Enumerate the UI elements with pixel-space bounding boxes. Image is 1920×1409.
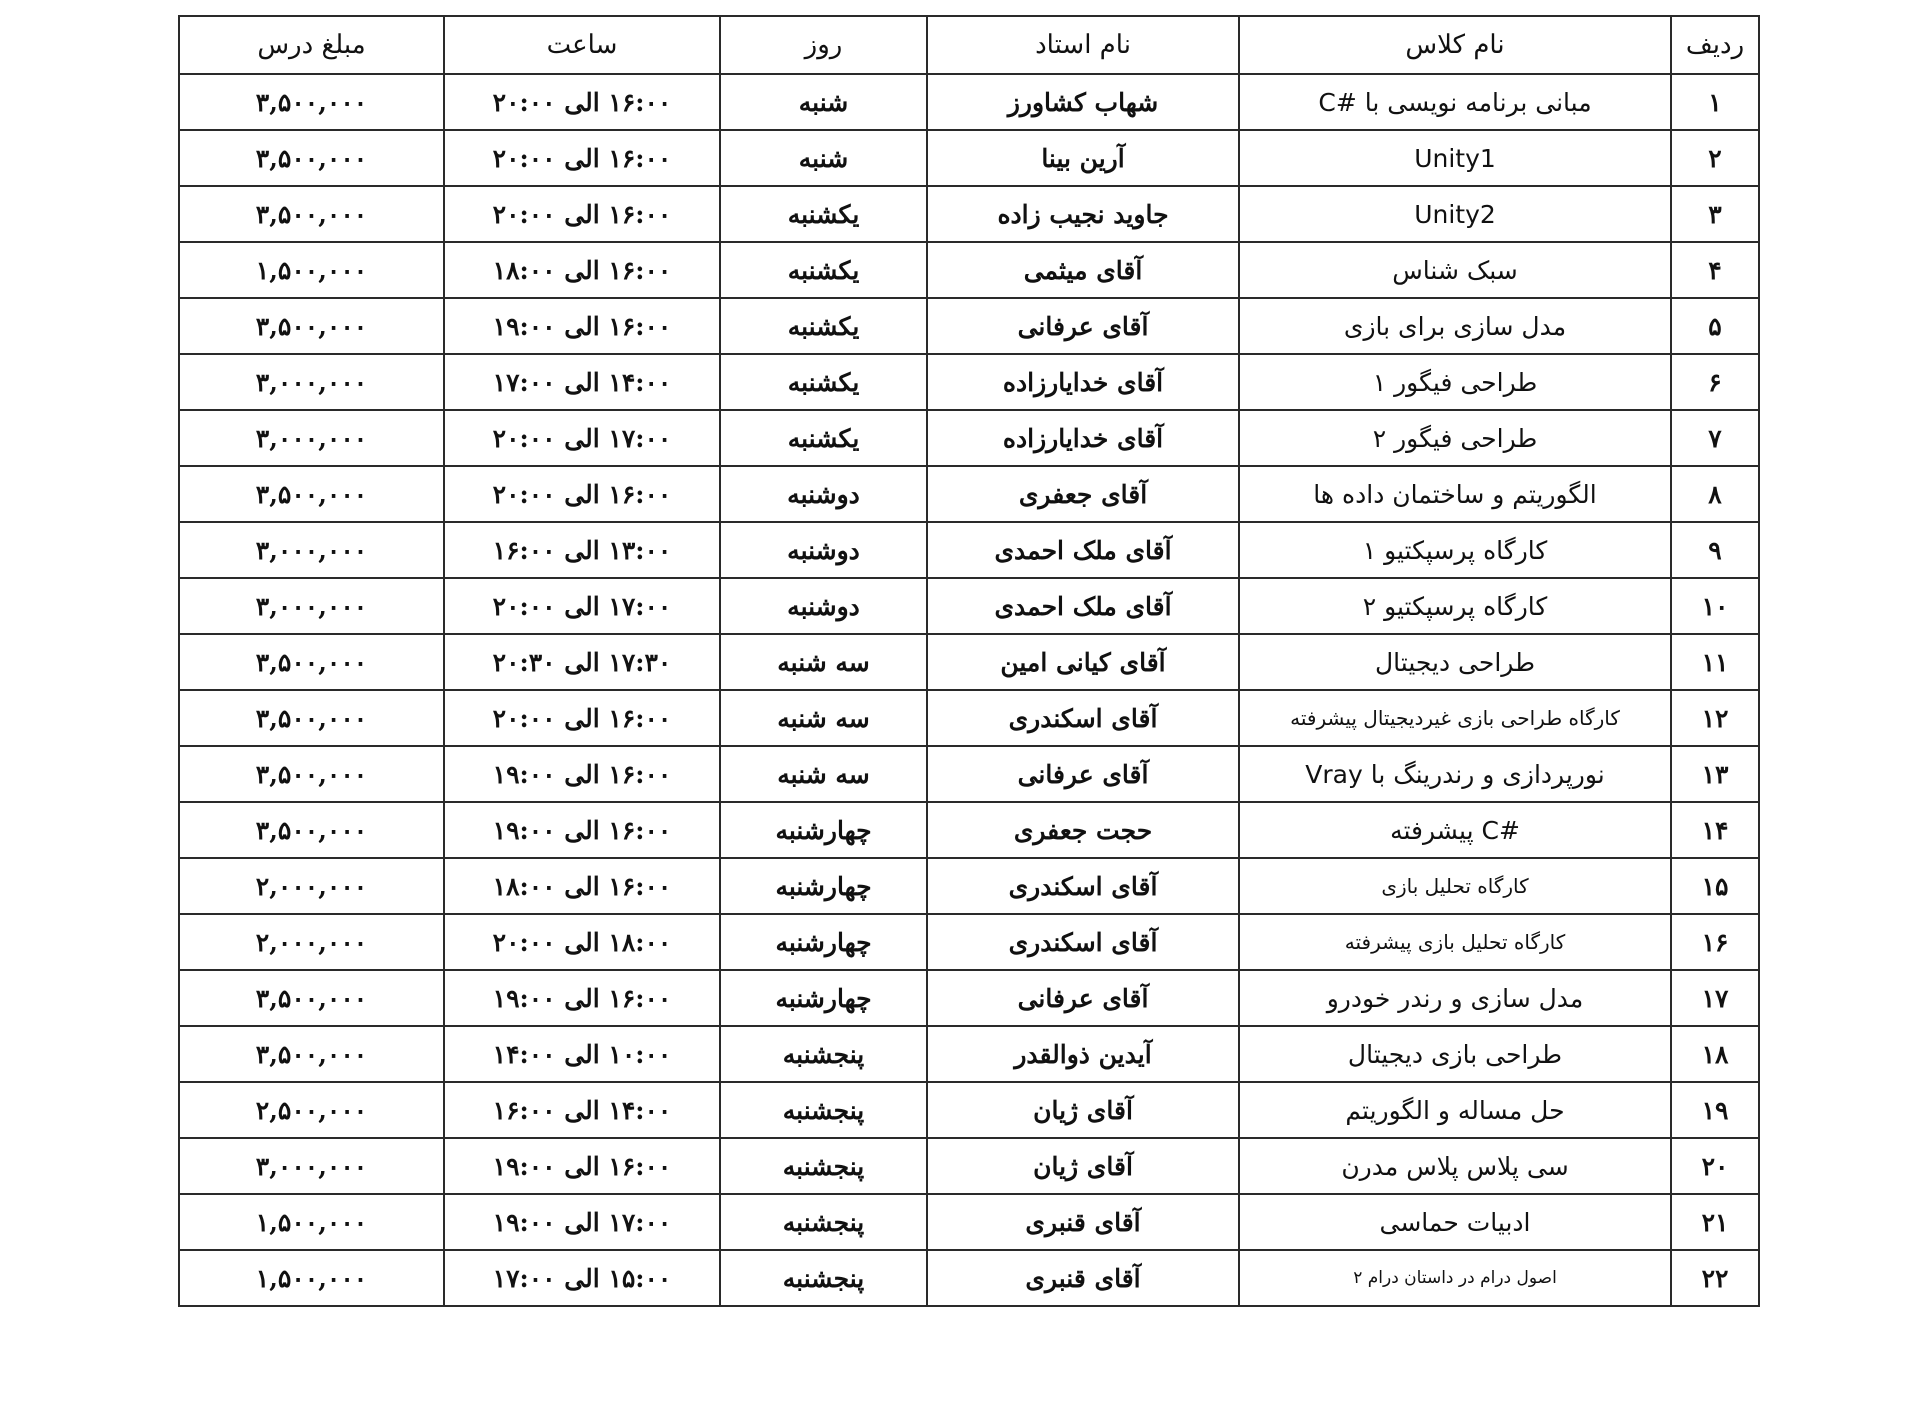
teacher-name-cell: آقای ملک احمدی (927, 522, 1239, 578)
row-number-cell: ۵ (1671, 298, 1759, 354)
time-cell: ۱۶:۰۰ الی ۱۹:۰۰ (444, 802, 720, 858)
class-name-cell: سی پلاس پلاس مدرن (1239, 1138, 1671, 1194)
teacher-name-cell: آقای عرفانی (927, 746, 1239, 802)
teacher-name-cell: آقای خدایارزاده (927, 354, 1239, 410)
teacher-name-cell: آقای خدایارزاده (927, 410, 1239, 466)
class-name-cell: Unity2 (1239, 186, 1671, 242)
time-cell: ۱۷:۰۰ الی ۲۰:۰۰ (444, 410, 720, 466)
day-cell: شنبه (720, 130, 927, 186)
fee-cell: ۱,۵۰۰,۰۰۰ (179, 1194, 444, 1250)
time-cell: ۱۶:۰۰ الی ۱۹:۰۰ (444, 298, 720, 354)
table-row (179, 970, 1759, 1026)
time-cell: ۱۶:۰۰ الی ۱۸:۰۰ (444, 858, 720, 914)
fee-cell: ۳,۵۰۰,۰۰۰ (179, 970, 444, 1026)
row-number-cell: ۱ (1671, 74, 1759, 130)
table-body (179, 74, 1759, 1306)
time-cell: ۱۶:۰۰ الی ۱۹:۰۰ (444, 746, 720, 802)
table-row (179, 690, 1759, 746)
day-cell: شنبه (720, 74, 927, 130)
table-header-row (179, 16, 1759, 74)
time-cell: ۱۶:۰۰ الی ۲۰:۰۰ (444, 74, 720, 130)
day-cell: یکشنبه (720, 242, 927, 298)
table-row (179, 354, 1759, 410)
day-cell: چهارشنبه (720, 970, 927, 1026)
table-row (179, 1194, 1759, 1250)
table-row (179, 634, 1759, 690)
teacher-name-cell: حجت جعفری (927, 802, 1239, 858)
teacher-name-cell: آیدین ذوالقدر (927, 1026, 1239, 1082)
fee-cell: ۳,۰۰۰,۰۰۰ (179, 578, 444, 634)
fee-cell: ۱,۵۰۰,۰۰۰ (179, 1250, 444, 1306)
day-cell: پنجشنبه (720, 1082, 927, 1138)
table-row (179, 802, 1759, 858)
fee-cell: ۳,۵۰۰,۰۰۰ (179, 130, 444, 186)
table-row (179, 522, 1759, 578)
fee-cell: ۳,۵۰۰,۰۰۰ (179, 298, 444, 354)
class-name-cell: الگوریتم و ساختمان داده ها (1239, 466, 1671, 522)
row-number-cell: ۲ (1671, 130, 1759, 186)
table-row (179, 1138, 1759, 1194)
class-name-cell: ادبیات حماسی (1239, 1194, 1671, 1250)
row-number-cell: ۱۸ (1671, 1026, 1759, 1082)
fee-cell: ۳,۰۰۰,۰۰۰ (179, 410, 444, 466)
class-name-cell: کارگاه تحلیل بازی پیشرفته (1239, 914, 1671, 970)
teacher-name-cell: آقای ملک احمدی (927, 578, 1239, 634)
class-schedule-table (178, 15, 1760, 1307)
row-number-cell: ۱۳ (1671, 746, 1759, 802)
class-name-cell: اصول درام در داستان درام ۲ (1239, 1250, 1671, 1306)
fee-cell: ۳,۵۰۰,۰۰۰ (179, 802, 444, 858)
class-name-cell: کارگاه پرسپکتیو ۱ (1239, 522, 1671, 578)
fee-cell: ۱,۵۰۰,۰۰۰ (179, 242, 444, 298)
day-cell: دوشنبه (720, 522, 927, 578)
fee-cell: ۳,۵۰۰,۰۰۰ (179, 74, 444, 130)
teacher-name-cell: آقای اسکندری (927, 914, 1239, 970)
time-cell: ۱۶:۰۰ الی ۲۰:۰۰ (444, 130, 720, 186)
table-row (179, 242, 1759, 298)
time-cell: ۱۷:۳۰ الی ۲۰:۳۰ (444, 634, 720, 690)
day-cell: سه شنبه (720, 746, 927, 802)
fee-cell: ۳,۵۰۰,۰۰۰ (179, 1026, 444, 1082)
header-teacher-name: نام استاد (927, 16, 1239, 74)
table-row (179, 466, 1759, 522)
time-cell: ۱۶:۰۰ الی ۱۹:۰۰ (444, 970, 720, 1026)
header-time: ساعت (444, 16, 720, 74)
table-row (179, 186, 1759, 242)
row-number-cell: ۱۷ (1671, 970, 1759, 1026)
class-name-cell: مدل سازی برای بازی (1239, 298, 1671, 354)
table-row (179, 1250, 1759, 1306)
class-name-cell: طراحی فیگور ۱ (1239, 354, 1671, 410)
row-number-cell: ۲۰ (1671, 1138, 1759, 1194)
class-name-cell: طراحی بازی دیجیتال (1239, 1026, 1671, 1082)
table-row (179, 914, 1759, 970)
table-row (179, 578, 1759, 634)
teacher-name-cell: آقای اسکندری (927, 690, 1239, 746)
day-cell: دوشنبه (720, 578, 927, 634)
row-number-cell: ۶ (1671, 354, 1759, 410)
class-name-cell: کارگاه پرسپکتیو ۲ (1239, 578, 1671, 634)
header-row-number: ردیف (1671, 16, 1759, 74)
class-name-cell: کارگاه طراحی بازی غیردیجیتال پیشرفته (1239, 690, 1671, 746)
row-number-cell: ۲۱ (1671, 1194, 1759, 1250)
row-number-cell: ۱۲ (1671, 690, 1759, 746)
class-name-cell: حل مساله و الگوریتم (1239, 1082, 1671, 1138)
day-cell: دوشنبه (720, 466, 927, 522)
row-number-cell: ۳ (1671, 186, 1759, 242)
class-name-cell: مبانی برنامه نویسی با #C (1239, 74, 1671, 130)
day-cell: یکشنبه (720, 410, 927, 466)
teacher-name-cell: آقای کیانی امین (927, 634, 1239, 690)
table-row (179, 298, 1759, 354)
time-cell: ۱۴:۰۰ الی ۱۶:۰۰ (444, 1082, 720, 1138)
teacher-name-cell: آقای عرفانی (927, 970, 1239, 1026)
table-row (179, 74, 1759, 130)
table-row (179, 746, 1759, 802)
header-fee: مبلغ درس (179, 16, 444, 74)
time-cell: ۱۶:۰۰ الی ۲۰:۰۰ (444, 690, 720, 746)
day-cell: پنجشنبه (720, 1194, 927, 1250)
row-number-cell: ۲۲ (1671, 1250, 1759, 1306)
day-cell: پنجشنبه (720, 1138, 927, 1194)
day-cell: چهارشنبه (720, 858, 927, 914)
teacher-name-cell: آقای اسکندری (927, 858, 1239, 914)
day-cell: یکشنبه (720, 186, 927, 242)
time-cell: ۱۵:۰۰ الی ۱۷:۰۰ (444, 1250, 720, 1306)
day-cell: سه شنبه (720, 634, 927, 690)
teacher-name-cell: آقای جعفری (927, 466, 1239, 522)
time-cell: ۱۰:۰۰ الی ۱۴:۰۰ (444, 1026, 720, 1082)
time-cell: ۱۶:۰۰ الی ۲۰:۰۰ (444, 186, 720, 242)
class-name-cell: سبک شناس (1239, 242, 1671, 298)
teacher-name-cell: آقای قنبری (927, 1250, 1239, 1306)
row-number-cell: ۱۱ (1671, 634, 1759, 690)
day-cell: سه شنبه (720, 690, 927, 746)
fee-cell: ۳,۰۰۰,۰۰۰ (179, 354, 444, 410)
fee-cell: ۲,۰۰۰,۰۰۰ (179, 914, 444, 970)
fee-cell: ۳,۵۰۰,۰۰۰ (179, 186, 444, 242)
fee-cell: ۳,۵۰۰,۰۰۰ (179, 634, 444, 690)
row-number-cell: ۱۶ (1671, 914, 1759, 970)
teacher-name-cell: شهاب کشاورز (927, 74, 1239, 130)
fee-cell: ۳,۵۰۰,۰۰۰ (179, 466, 444, 522)
time-cell: ۱۶:۰۰ الی ۲۰:۰۰ (444, 466, 720, 522)
header-day: روز (720, 16, 927, 74)
fee-cell: ۲,۰۰۰,۰۰۰ (179, 858, 444, 914)
row-number-cell: ۱۴ (1671, 802, 1759, 858)
teacher-name-cell: آقای میثمی (927, 242, 1239, 298)
teacher-name-cell: آقای ژیان (927, 1082, 1239, 1138)
row-number-cell: ۷ (1671, 410, 1759, 466)
row-number-cell: ۹ (1671, 522, 1759, 578)
day-cell: یکشنبه (720, 298, 927, 354)
class-name-cell: #C پیشرفته (1239, 802, 1671, 858)
class-name-cell: طراحی دیجیتال (1239, 634, 1671, 690)
time-cell: ۱۴:۰۰ الی ۱۷:۰۰ (444, 354, 720, 410)
class-name-cell: Unity1 (1239, 130, 1671, 186)
table-row (179, 1082, 1759, 1138)
day-cell: پنجشنبه (720, 1026, 927, 1082)
day-cell: چهارشنبه (720, 802, 927, 858)
time-cell: ۱۷:۰۰ الی ۱۹:۰۰ (444, 1194, 720, 1250)
teacher-name-cell: آقای ژیان (927, 1138, 1239, 1194)
row-number-cell: ۱۹ (1671, 1082, 1759, 1138)
fee-cell: ۳,۰۰۰,۰۰۰ (179, 522, 444, 578)
teacher-name-cell: آقای عرفانی (927, 298, 1239, 354)
fee-cell: ۳,۵۰۰,۰۰۰ (179, 690, 444, 746)
teacher-name-cell: آرین بینا (927, 130, 1239, 186)
day-cell: یکشنبه (720, 354, 927, 410)
time-cell: ۱۶:۰۰ الی ۱۸:۰۰ (444, 242, 720, 298)
time-cell: ۱۶:۰۰ الی ۱۹:۰۰ (444, 1138, 720, 1194)
row-number-cell: ۱۵ (1671, 858, 1759, 914)
fee-cell: ۲,۵۰۰,۰۰۰ (179, 1082, 444, 1138)
row-number-cell: ۴ (1671, 242, 1759, 298)
time-cell: ۱۷:۰۰ الی ۲۰:۰۰ (444, 578, 720, 634)
day-cell: چهارشنبه (720, 914, 927, 970)
table-row (179, 1026, 1759, 1082)
table-row (179, 130, 1759, 186)
class-name-cell: مدل سازی و رندر خودرو (1239, 970, 1671, 1026)
class-name-cell: طراحی فیگور ۲ (1239, 410, 1671, 466)
fee-cell: ۳,۰۰۰,۰۰۰ (179, 1138, 444, 1194)
class-name-cell: کارگاه تحلیل بازی (1239, 858, 1671, 914)
teacher-name-cell: جاوید نجیب زاده (927, 186, 1239, 242)
class-name-cell: نورپردازی و رندرینگ با Vray (1239, 746, 1671, 802)
table-row (179, 410, 1759, 466)
fee-cell: ۳,۵۰۰,۰۰۰ (179, 746, 444, 802)
row-number-cell: ۸ (1671, 466, 1759, 522)
table-row (179, 858, 1759, 914)
time-cell: ۱۸:۰۰ الی ۲۰:۰۰ (444, 914, 720, 970)
time-cell: ۱۳:۰۰ الی ۱۶:۰۰ (444, 522, 720, 578)
header-class-name: نام کلاس (1239, 16, 1671, 74)
day-cell: پنجشنبه (720, 1250, 927, 1306)
teacher-name-cell: آقای قنبری (927, 1194, 1239, 1250)
row-number-cell: ۱۰ (1671, 578, 1759, 634)
